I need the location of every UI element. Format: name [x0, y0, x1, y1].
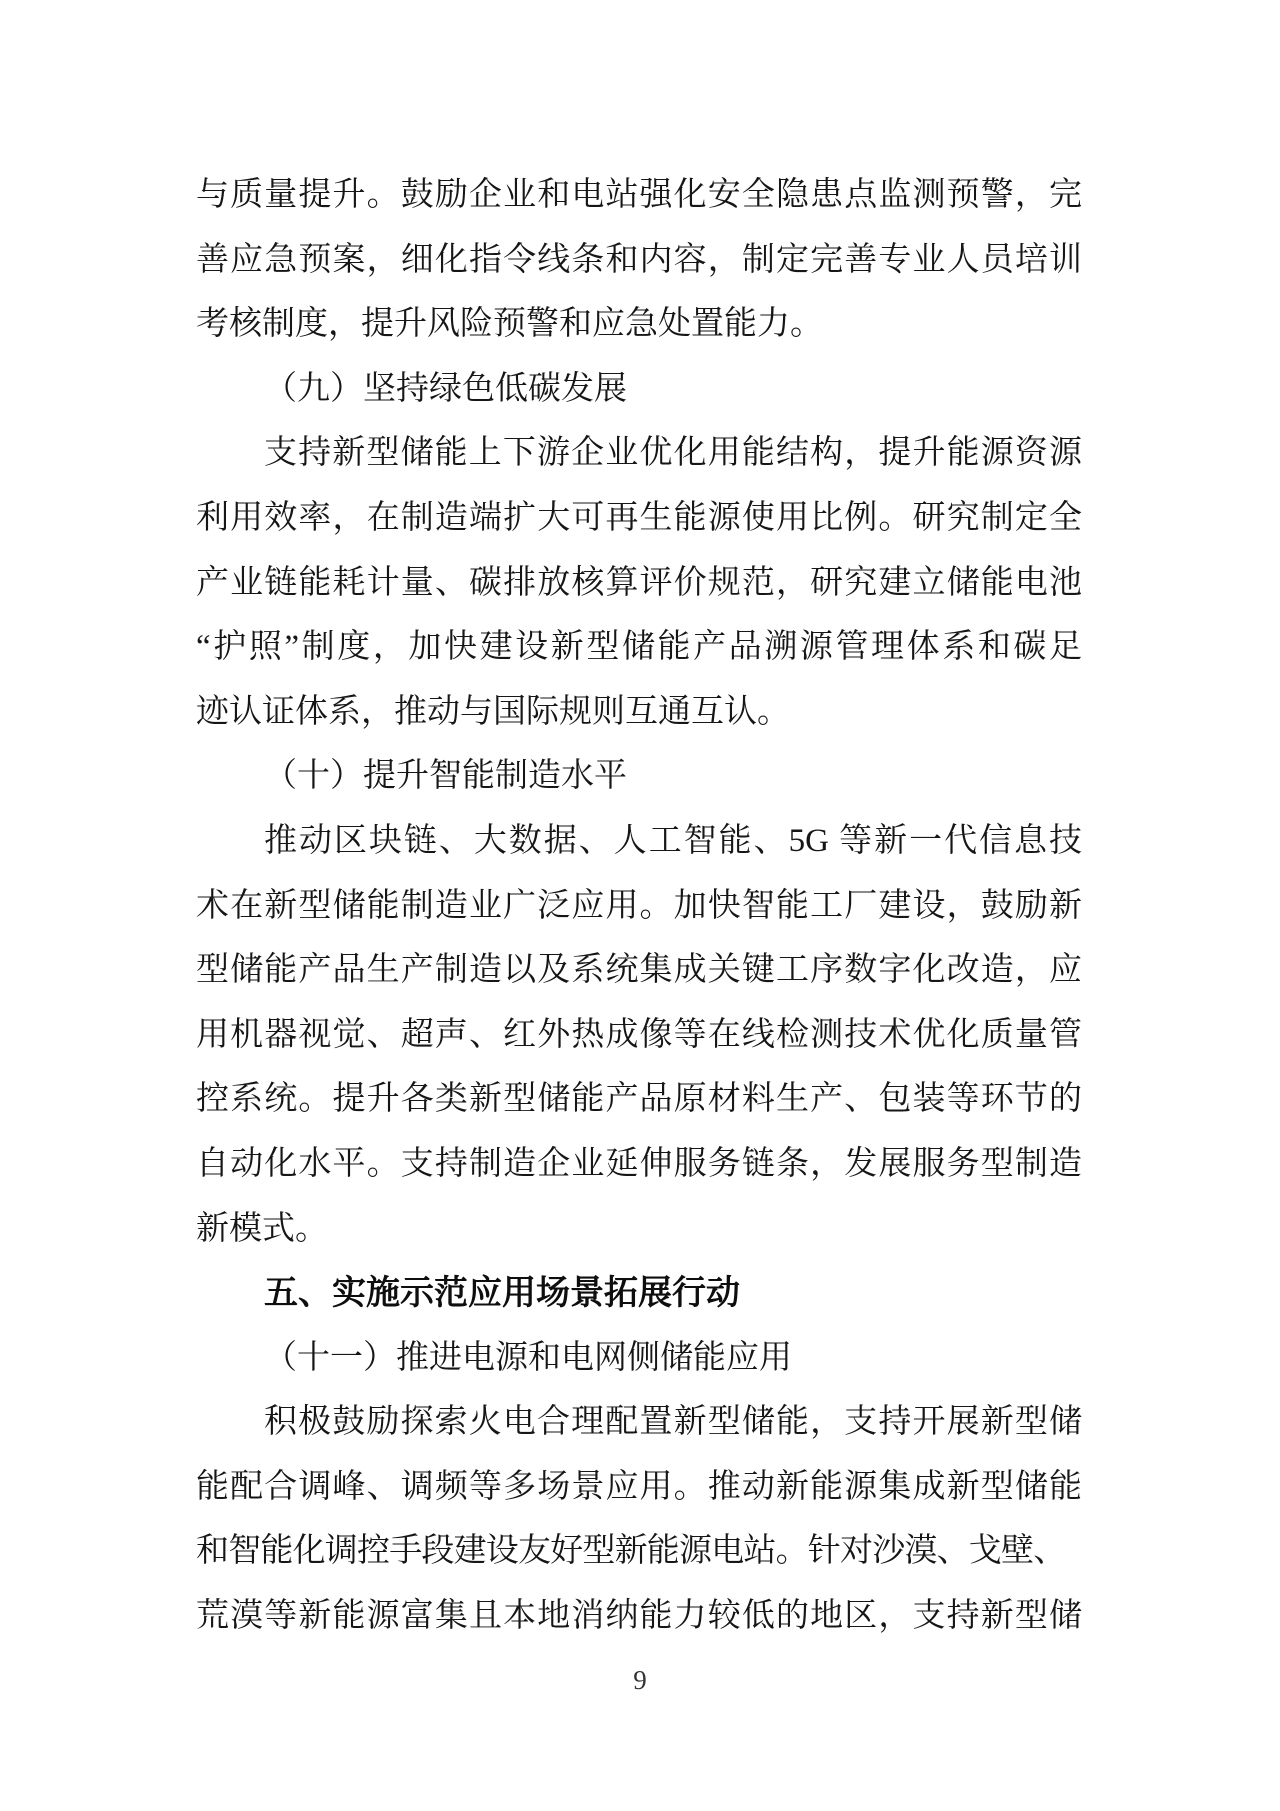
- section-heading-nine: （九）坚持绿色低碳发展: [264, 370, 627, 407]
- text-line: 新模式。: [196, 1210, 328, 1247]
- text-line: 考核制度，提升风险预警和应急处置能力。: [196, 306, 823, 343]
- text-line: 产业链能耗计量、碳排放核算评价规范，研究建立储能电池: [196, 564, 1082, 601]
- text-line: 迹认证体系，推动与国际规则互通互认。: [196, 693, 790, 730]
- text-line: 荒漠等新能源富集且本地消纳能力较低的地区，支持新型储: [196, 1598, 1082, 1635]
- text-line: 控系统。提升各类新型储能产品原材料生产、包装等环节的: [196, 1081, 1082, 1118]
- chapter-heading-five: 五、实施示范应用场景拓展行动: [264, 1274, 740, 1313]
- text-line: 积极鼓励探索火电合理配置新型储能，支持开展新型储: [264, 1404, 1082, 1441]
- text-line: 型储能产品生产制造以及系统集成关键工序数字化改造，应: [196, 952, 1082, 989]
- page-number: 9: [633, 1665, 647, 1695]
- text-line: 和智能化调控手段建设友好型新能源电站。针对沙漠、戈壁、: [196, 1533, 1066, 1570]
- text-line: 能配合调峰、调频等多场景应用。推动新能源集成新型储能: [196, 1468, 1082, 1505]
- text-line: 与质量提升。鼓励企业和电站强化安全隐患点监测预警，完: [196, 177, 1082, 213]
- text-line: “护照”制度，加快建设新型储能产品溯源管理体系和碳足: [196, 629, 1082, 666]
- text-line: 支持新型储能上下游企业优化用能结构，提升能源资源: [264, 435, 1082, 472]
- document-body: [196, 163, 1082, 1649]
- text-line: 推动区块链、大数据、人工智能、5G 等新一代信息技: [264, 822, 1082, 859]
- text-line: 术在新型储能制造业广泛应用。加快智能工厂建设，鼓励新: [196, 887, 1082, 924]
- text-line: 用机器视觉、超声、红外热成像等在线检测技术优化质量管: [196, 1016, 1082, 1053]
- text-line: 善应急预案，细化指令线条和内容，制定完善专业人员培训: [196, 241, 1082, 278]
- text-line: 利用效率，在制造端扩大可再生能源使用比例。研究制定全: [196, 499, 1082, 536]
- text-line: 自动化水平。支持制造企业延伸服务链条，发展服务型制造: [196, 1145, 1082, 1182]
- section-heading-ten: （十）提升智能制造水平: [264, 758, 627, 795]
- section-heading-eleven: （十一）推进电源和电网侧储能应用: [264, 1339, 792, 1376]
